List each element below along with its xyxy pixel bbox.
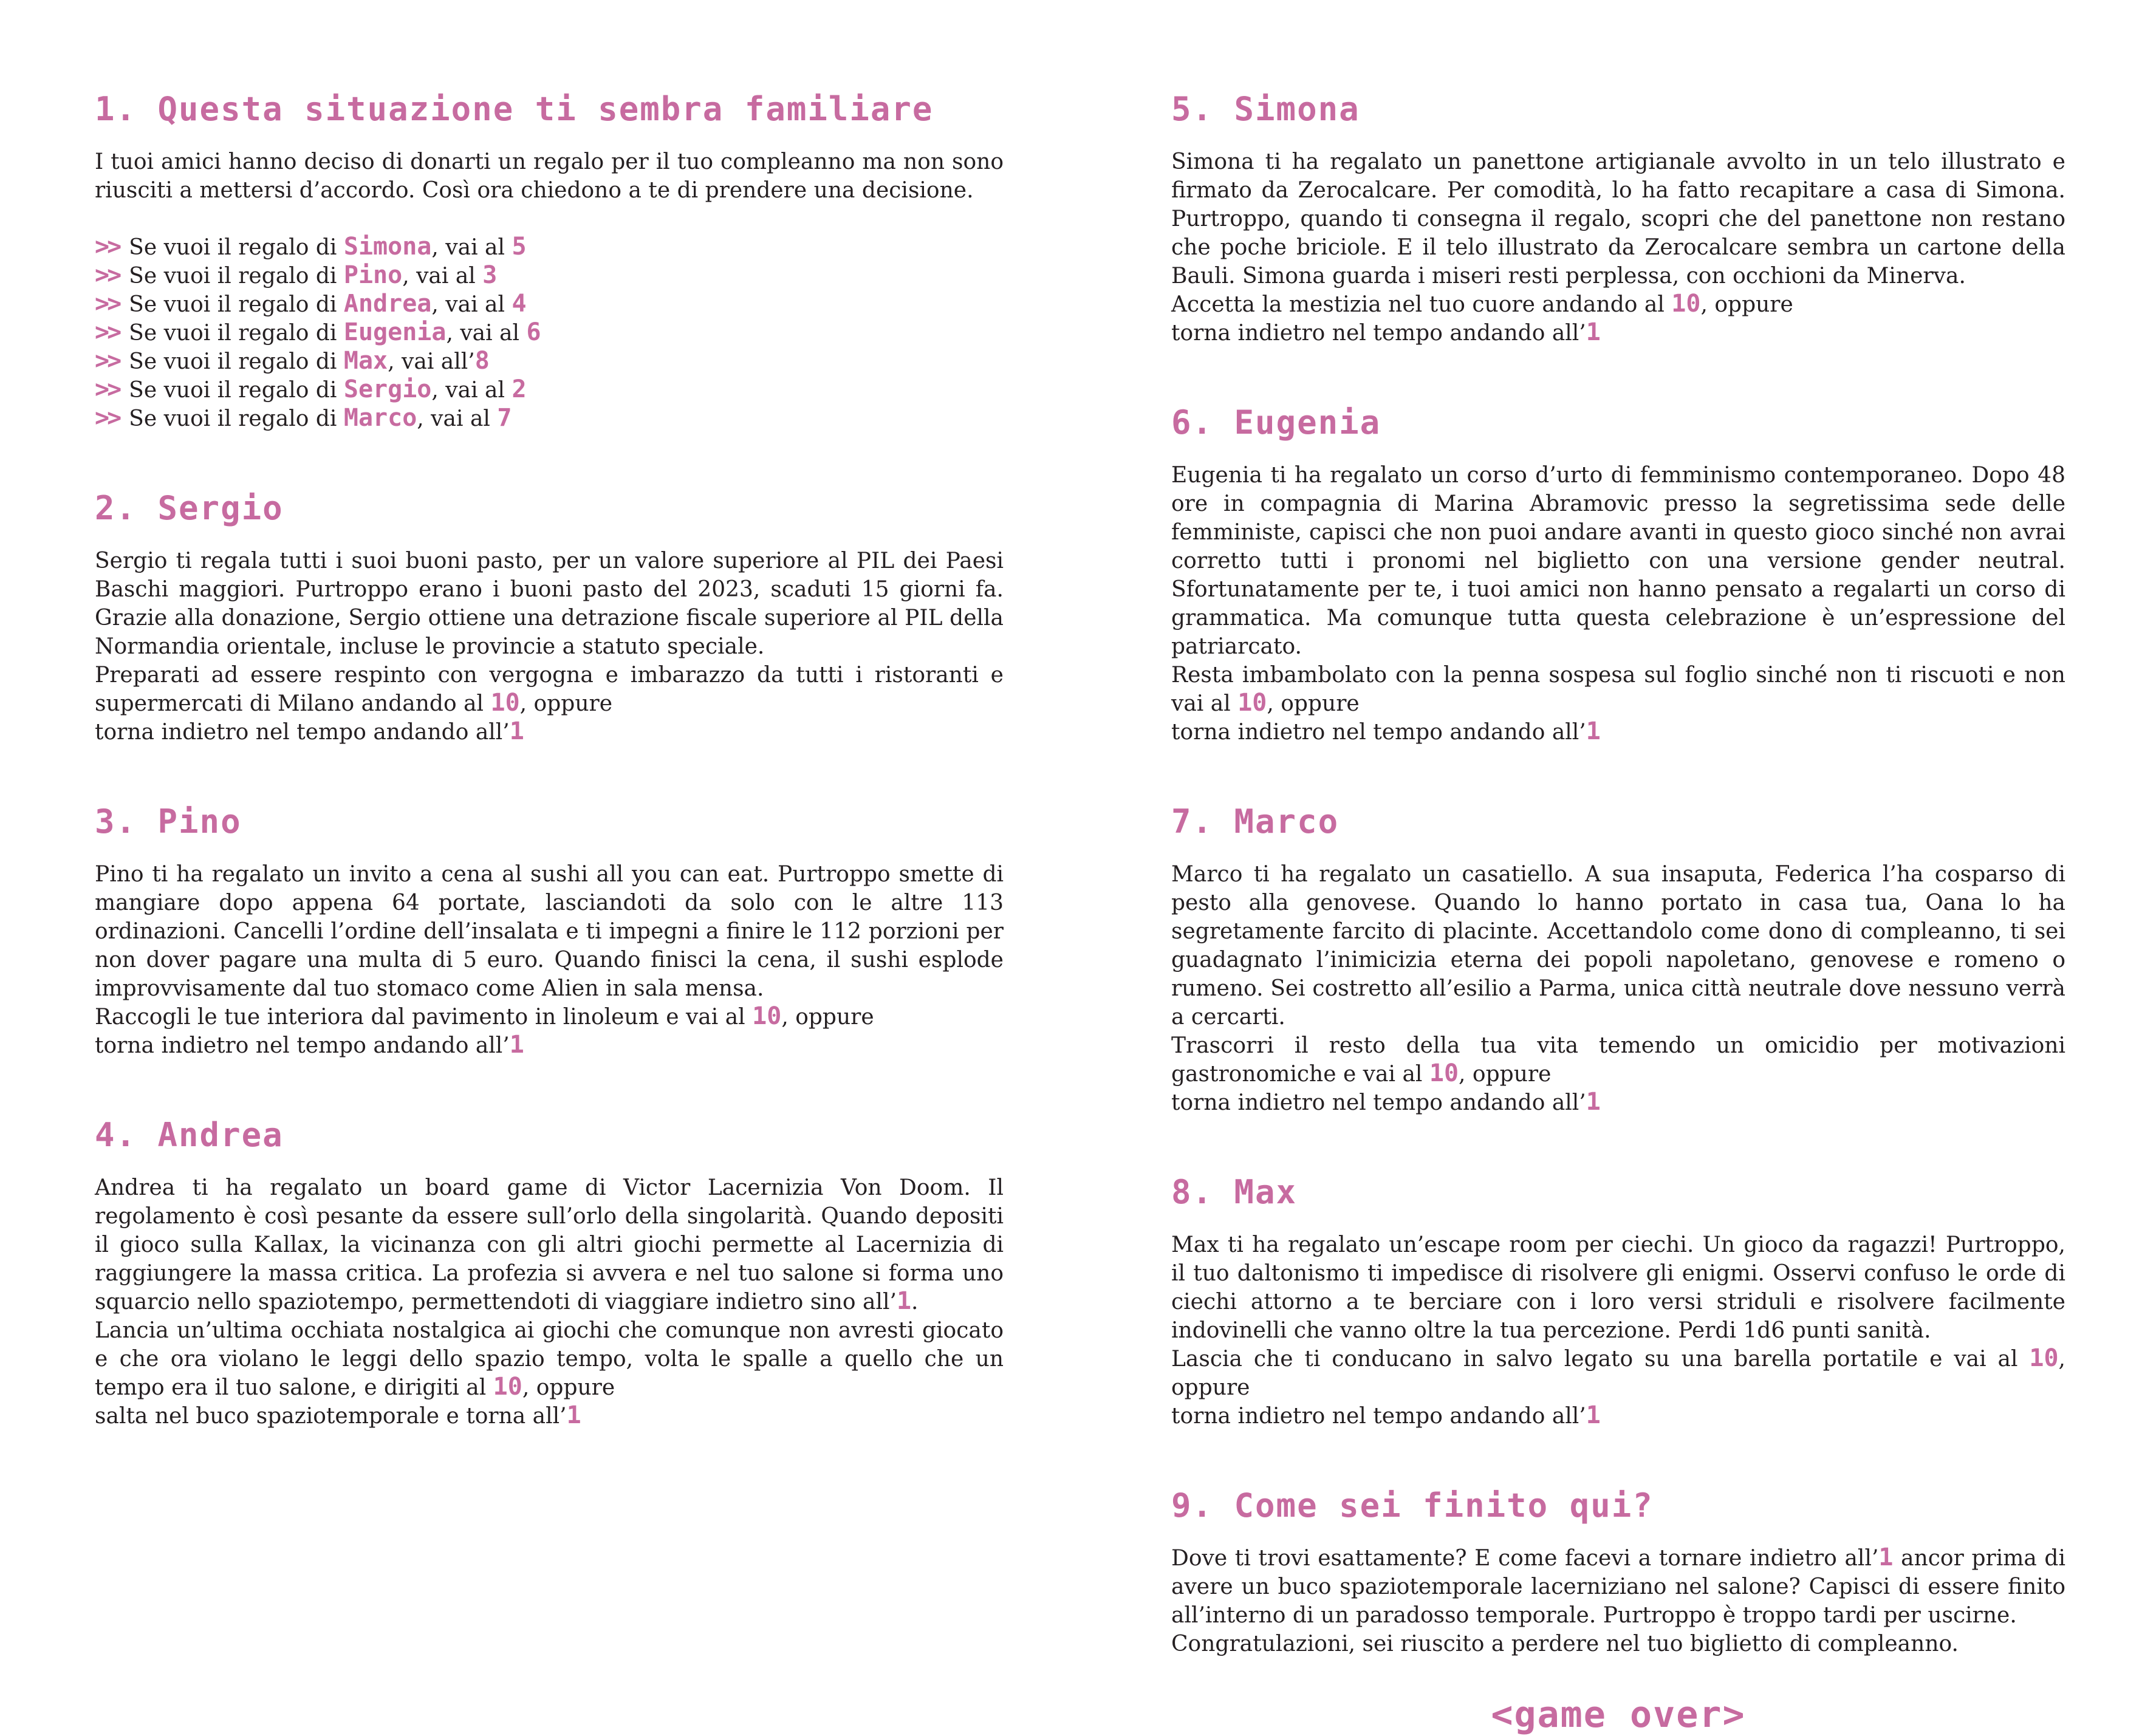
choice-line	[95, 319, 1004, 347]
text-run: Accetta la mestizia nel tuo cuore andando al	[1171, 292, 1672, 317]
body-paragraph	[95, 547, 1004, 661]
text-run: , oppure	[1267, 691, 1360, 716]
text-run: Andrea ti ha regalato un board game di Victor Lacernizia Von Doom. Il regolamento è così pesante da essere sull’orlo della singolarità. Quando depositi il gioco sulla Kallax, la vicinanza con gli altri giochi permette al Lacernizia di raggiungere la massa critica. La profezia si avvera e nel tuo salone si forma uno squarcio nello spaziotempo, permettendoti di viaggiare indietro sino all’	[95, 1175, 1004, 1314]
body-paragraph	[95, 1174, 1004, 1316]
story-section	[95, 90, 1004, 433]
choice-line	[95, 405, 1004, 433]
choice-line	[95, 347, 1004, 376]
ref-number: 10	[752, 1002, 782, 1030]
body-paragraph	[1171, 1345, 2065, 1402]
choice-line	[95, 290, 1004, 319]
text-run: Pino ti ha regalato un invito a cena al sushi all you can eat. Purtroppo smette di mangiare dopo appena 64 portate, lasciandoti da solo con le altre 113 ordinazioni. Cancelli l’ordine dell’insalata e ti impegni a finire le 112 porzioni per non dover pagare una multa di 5 euro. Quando finisci la cena, il sushi esplode improvvisamente dal tuo stomaco come Alien in sala mensa.	[95, 862, 1004, 1001]
text-run: Dove ti trovi esattamente? E come facevi a tornare indietro all’	[1171, 1546, 1879, 1571]
body-paragraph	[95, 1003, 1004, 1031]
target-number: 3	[482, 261, 498, 289]
choice-text: , vai al	[431, 235, 512, 260]
target-number: 4	[512, 290, 527, 318]
ref-number: 10	[1671, 290, 1701, 318]
text-run: ancor prima di avere un buco spaziotemporale lacerniziano nel salone? Capisci di essere finito all’interno di un paradosso temporale. Purtroppo è troppo tardi per uscirne.	[1171, 1546, 2065, 1628]
choice-text: , vai all’	[388, 349, 475, 374]
target-number: 5	[512, 233, 527, 261]
story-section	[1171, 802, 2065, 1117]
story-section	[1171, 1486, 2065, 1658]
text-run: Lancia un’ultima occhiata nostalgica ai giochi che comunque non avresti giocato e che ora violano le leggi dello spazio tempo, volta le spalle a quello che un tempo era il tuo salone, e dirigiti al	[95, 1318, 1004, 1400]
choice-text: Se vuoi il regalo di	[129, 406, 344, 431]
choice-text: , vai al	[431, 378, 512, 403]
section-title: 9. Come sei finito qui?	[1171, 1486, 1654, 1525]
chevron-marker: >>	[95, 318, 120, 346]
text-run: Resta imbambolato con la penna sospesa sul foglio sinché non ti riscuoti e non vai al	[1171, 663, 2065, 716]
friend-name: Sergio	[343, 375, 432, 403]
text-run: salta nel buco spaziotemporale e torna all’	[95, 1404, 567, 1429]
body-paragraph	[1171, 1031, 2065, 1088]
body-paragraph	[1171, 148, 2065, 290]
choice-text: , vai al	[431, 292, 512, 317]
choice-text: , vai al	[446, 321, 527, 346]
body-paragraph	[1171, 1088, 2065, 1117]
text-run: I tuoi amici hanno deciso di donarti un regalo per il tuo compleanno ma non sono riusciti a mettersi d’accordo. Così ora chiedono a te di prendere una decisione.	[95, 149, 1004, 203]
body-paragraph	[1171, 461, 2065, 661]
body-paragraph	[1171, 661, 2065, 718]
ref-number: 10	[1429, 1059, 1459, 1087]
choice-line	[95, 262, 1004, 290]
ref-number: 1	[509, 1031, 524, 1059]
ref-number: 10	[493, 1373, 522, 1401]
text-run: , oppure	[519, 691, 613, 716]
friend-name: Pino	[343, 261, 403, 289]
text-run: torna indietro nel tempo andando all’	[95, 1033, 510, 1058]
friend-name: Marco	[343, 404, 417, 432]
left-sections	[95, 90, 1004, 1430]
body-paragraph	[1171, 1544, 2065, 1630]
ref-number: 1	[1586, 318, 1601, 346]
text-run: Raccogli le tue interiora dal pavimento in linoleum e vai al	[95, 1005, 753, 1030]
section-title: 3. Pino	[95, 802, 242, 841]
target-number: 2	[512, 375, 527, 403]
text-run: Simona ti ha regalato un panettone artigianale avvolto in un telo illustrato e firmato da Zerocalcare. Per comodità, lo ha fatto recapitare a casa di Simona. Purtroppo, quando ti consegna il regalo, scopri che del panettone non restano che poche briciole. E il telo illustrato da Zerocalcare sembra un cartone della Bauli. Simona guarda i miseri resti perplessa, con occhioni da Minerva.	[1171, 149, 2065, 289]
body-paragraph	[95, 1316, 1004, 1402]
story-section	[1171, 1173, 2065, 1430]
right-sections	[1171, 90, 2065, 1658]
story-section	[95, 489, 1004, 747]
text-run: torna indietro nel tempo andando all’	[1171, 1090, 1586, 1115]
choice-text: Se vuoi il regalo di	[129, 292, 344, 317]
right-column	[1171, 90, 2065, 1736]
section-title: 7. Marco	[1171, 802, 1340, 841]
ref-number: 10	[2029, 1344, 2059, 1372]
story-section	[95, 1116, 1004, 1430]
body-paragraph	[1171, 1231, 2065, 1345]
choice-text: Se vuoi il regalo di	[129, 264, 344, 289]
choice-line	[95, 376, 1004, 405]
ref-number: 1	[1878, 1543, 1894, 1571]
ref-number: 10	[490, 689, 520, 717]
friend-name: Eugenia	[343, 318, 447, 346]
choices-block	[95, 233, 1004, 433]
chevron-marker: >>	[95, 233, 120, 261]
section-title: 4. Andrea	[95, 1116, 284, 1154]
body-paragraph	[1171, 319, 2065, 347]
text-run: Trascorri il resto della tua vita temendo un omicidio per motivazioni gastronomiche e vai al	[1171, 1033, 2065, 1087]
text-run: , oppure	[1459, 1062, 1552, 1087]
ref-number: 1	[566, 1401, 581, 1429]
ref-number: 1	[1586, 1088, 1601, 1116]
text-run: torna indietro nel tempo andando all’	[1171, 720, 1586, 745]
ref-number: 1	[509, 717, 524, 745]
text-run: Lascia che ti conducano in salvo legato su una barella portatile e vai al	[1171, 1347, 2030, 1372]
ref-number: 1	[896, 1287, 912, 1315]
body-paragraph	[95, 661, 1004, 718]
ref-number: 1	[1586, 717, 1601, 745]
text-run: , oppure	[1171, 1347, 2065, 1400]
choice-text: , vai al	[417, 406, 498, 431]
body-paragraph	[95, 718, 1004, 747]
body-paragraph	[95, 860, 1004, 1003]
text-run: , oppure	[781, 1005, 874, 1030]
body-paragraph	[1171, 860, 2065, 1031]
text-run: Eugenia ti ha regalato un corso d’urto di femminismo contemporaneo. Dopo 48 ore in compagnia di Marina Abramovic presso la segretissima sede delle femministe, capisci che non puoi andare avanti in questo gioco sinché non avrai corretto tutti i pronomi nel biglietto con una versione gender neutral. Sfortunatamente per te, i tuoi amici non hanno pensato a regalarti un corso di grammatica. Ma comunque tutta questa celebrazione è un’espressione del patriarcato.	[1171, 463, 2065, 659]
body-paragraph	[1171, 1630, 2065, 1658]
choice-text: Se vuoi il regalo di	[129, 235, 344, 260]
section-title: 2. Sergio	[95, 489, 284, 527]
text-run: Sergio ti regala tutti i suoi buoni pasto, per un valore superiore al PIL dei Paesi Baschi maggiori. Purtroppo erano i buoni pasto del 2023, scaduti 15 giorni fa. Grazie alla donazione, Sergio ottiene una detrazione fiscale superiore al PIL della Normandia orientale, incluse le provincie a statuto speciale.	[95, 548, 1004, 659]
choice-text: Se vuoi il regalo di	[129, 378, 344, 403]
text-run: Marco ti ha regalato un casatiello. A sua insaputa, Federica l’ha cosparso di pesto alla genovese. Quando lo hanno portato in casa tua, Oana lo ha segretamente farcito di placinte. Accettandolo come dono di compleanno, ti sei guadagnato l’inimicizia eterna dei popoli napoletano, genovese e romeno o rumeno. Sei costretto all’esilio a Parma, unica città neutrale dove nessuno verrà a cercarti.	[1171, 862, 2065, 1030]
ref-number: 10	[1237, 689, 1267, 717]
text-run: .	[911, 1290, 919, 1314]
choice-line	[95, 233, 1004, 262]
target-number: 8	[474, 347, 490, 375]
section-title: 1. Questa situazione ti sembra familiare	[95, 90, 934, 128]
body-paragraph	[1171, 718, 2065, 747]
chevron-marker: >>	[95, 375, 120, 403]
story-section	[1171, 90, 2065, 347]
section-title: 5. Simona	[1171, 90, 1360, 128]
text-run: torna indietro nel tempo andando all’	[1171, 1404, 1586, 1429]
friend-name: Simona	[343, 233, 432, 261]
text-run: Congratulazioni, sei riuscito a perdere nel tuo biglietto di compleanno.	[1171, 1632, 1959, 1656]
body-paragraph	[95, 1031, 1004, 1060]
body-paragraph	[95, 1402, 1004, 1430]
target-number: 6	[526, 318, 541, 346]
friend-name: Max	[343, 347, 388, 375]
choice-text: Se vuoi il regalo di	[129, 321, 344, 346]
ref-number: 1	[1586, 1401, 1601, 1429]
body-paragraph	[1171, 290, 2065, 319]
choice-text: Se vuoi il regalo di	[129, 349, 344, 374]
text-run: , oppure	[522, 1375, 615, 1400]
story-section	[1171, 403, 2065, 747]
section-title: 8. Max	[1171, 1173, 1298, 1211]
section-title: 6. Eugenia	[1171, 403, 1381, 442]
chevron-marker: >>	[95, 261, 120, 289]
text-run: , oppure	[1700, 292, 1793, 317]
text-run: Preparati ad essere respinto con vergogna e imbarazzo da tutti i ristoranti e supermercati di Milano andando al	[95, 663, 1004, 716]
choice-text: , vai al	[402, 264, 483, 289]
text-run: torna indietro nel tempo andando all’	[95, 720, 510, 745]
friend-name: Andrea	[343, 290, 432, 318]
chevron-marker: >>	[95, 347, 120, 375]
text-run: torna indietro nel tempo andando all’	[1171, 321, 1586, 346]
text-run: Max ti ha regalato un’escape room per ciechi. Un gioco da ragazzi! Purtroppo, il tuo daltonismo ti impedisce di risolvere gli enigmi. Osservi confuso le orde di ciechi attorno a te berciare con i loro versi striduli e risolvere facilmente indovinelli che vanno oltre la tua percezione. Perdi 1d6 punti sanità.	[1171, 1232, 2065, 1343]
target-number: 7	[497, 404, 512, 432]
left-column	[95, 90, 1004, 1736]
body-paragraph	[95, 148, 1004, 205]
game-over-label: <game over>	[1491, 1693, 1746, 1736]
chevron-marker: >>	[95, 290, 120, 318]
story-section	[95, 802, 1004, 1060]
chevron-marker: >>	[95, 404, 120, 432]
body-paragraph	[1171, 1402, 2065, 1430]
